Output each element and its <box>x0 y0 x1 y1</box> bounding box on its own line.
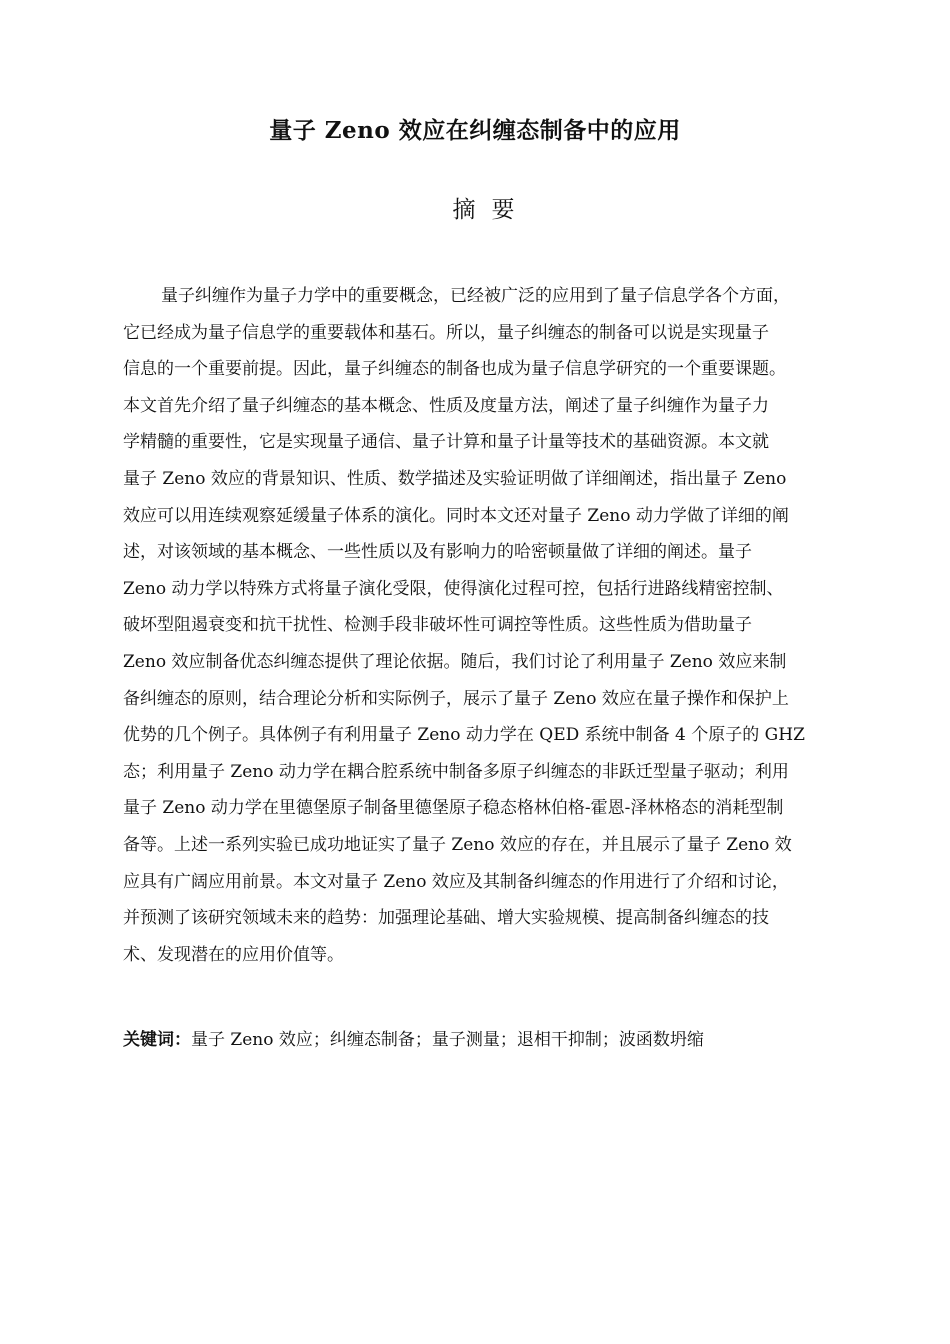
abstract-line: 备等。上述一系列实验已成功地证实了量子 Zeno 效应的存在，并且展示了量子 Zeno 效 <box>123 834 792 855</box>
abstract-line: 量子 Zeno 效应的背景知识、性质、数学描述及实验证明做了详细阐述，指出量子 Zeno <box>123 468 787 489</box>
abstract-line: 信息的一个重要前提。因此，量子纠缠态的制备也成为量子信息学研究的一个重要课题。 <box>123 359 786 380</box>
abstract-line: 效应可以用连续观察延缓量子体系的演化。同时本文还对量子 Zeno 动力学做了详细的阐 <box>123 505 789 526</box>
abstract-line: 破坏型阻遏衰变和抗干扰性、检测手段非破坏性可调控等性质。这些性质为借助量子 <box>123 615 752 636</box>
abstract-line: 学精髓的重要性，它是实现量子通信、量子计算和量子计量等技术的基础资源。本文就 <box>123 432 769 453</box>
abstract-line: 述，对该领域的基本概念、一些性质以及有影响力的哈密顿量做了详细的阐述。量子 <box>123 542 752 563</box>
abstract-line: 本文首先介绍了量子纠缠态的基本概念、性质及度量方法，阐述了量子纠缠作为量子力 <box>123 395 769 416</box>
paper-title: 量子 Zeno 效应在纠缠态制备中的应用 <box>269 117 681 144</box>
abstract-line: 量子纠缠作为量子力学中的重要概念，已经被广泛的应用到了量子信息学各个方面， <box>161 286 790 306</box>
abstract-line: Zeno 动力学以特殊方式将量子演化受限，使得演化过程可控，包括行进路线精密控制、 <box>123 578 784 599</box>
abstract-line: 优势的几个例子。具体例子有利用量子 Zeno 动力学在 QED 系统中制备 4 个原子的 GHZ <box>123 725 805 746</box>
abstract-line: 备纠缠态的原则，结合理论分析和实际例子，展示了量子 Zeno 效应在量子操作和保护上 <box>123 688 789 709</box>
abstract-line: 态；利用量子 Zeno 动力学在耦合腔系统中制备多原子纠缠态的非跃迁型量子驱动；利用 <box>123 761 789 782</box>
abstract-body <box>123 278 873 973</box>
keywords-label: 关键词： <box>123 1030 191 1050</box>
abstract-heading: 摘要 <box>452 197 531 223</box>
abstract-line: 应具有广阔应用前景。本文对量子 Zeno 效应及其制备纠缠态的作用进行了介绍和讨论， <box>123 871 789 892</box>
abstract-line: Zeno 效应制备优态纠缠态提供了理论依据。随后，我们讨论了利用量子 Zeno 效应来制 <box>123 651 787 672</box>
abstract-line: 术、发现潜在的应用价值等。 <box>123 944 344 965</box>
abstract-line: 量子 Zeno 动力学在里德堡原子制备里德堡原子稳态格林伯格-霍恩-泽林格态的消耗型制 <box>123 798 784 819</box>
abstract-line: 并预测了该研究领域未来的趋势：加强理论基础、增大实验规模、提高制备纠缠态的技 <box>123 908 769 929</box>
abstract-line: 它已经成为量子信息学的重要载体和基石。所以，量子纠缠态的制备可以说是实现量子 <box>123 322 769 343</box>
keywords-text: 量子 Zeno 效应；纠缠态制备；量子测量；退相干抑制；波函数坍缩 <box>191 1030 704 1050</box>
keywords <box>123 1026 873 1054</box>
